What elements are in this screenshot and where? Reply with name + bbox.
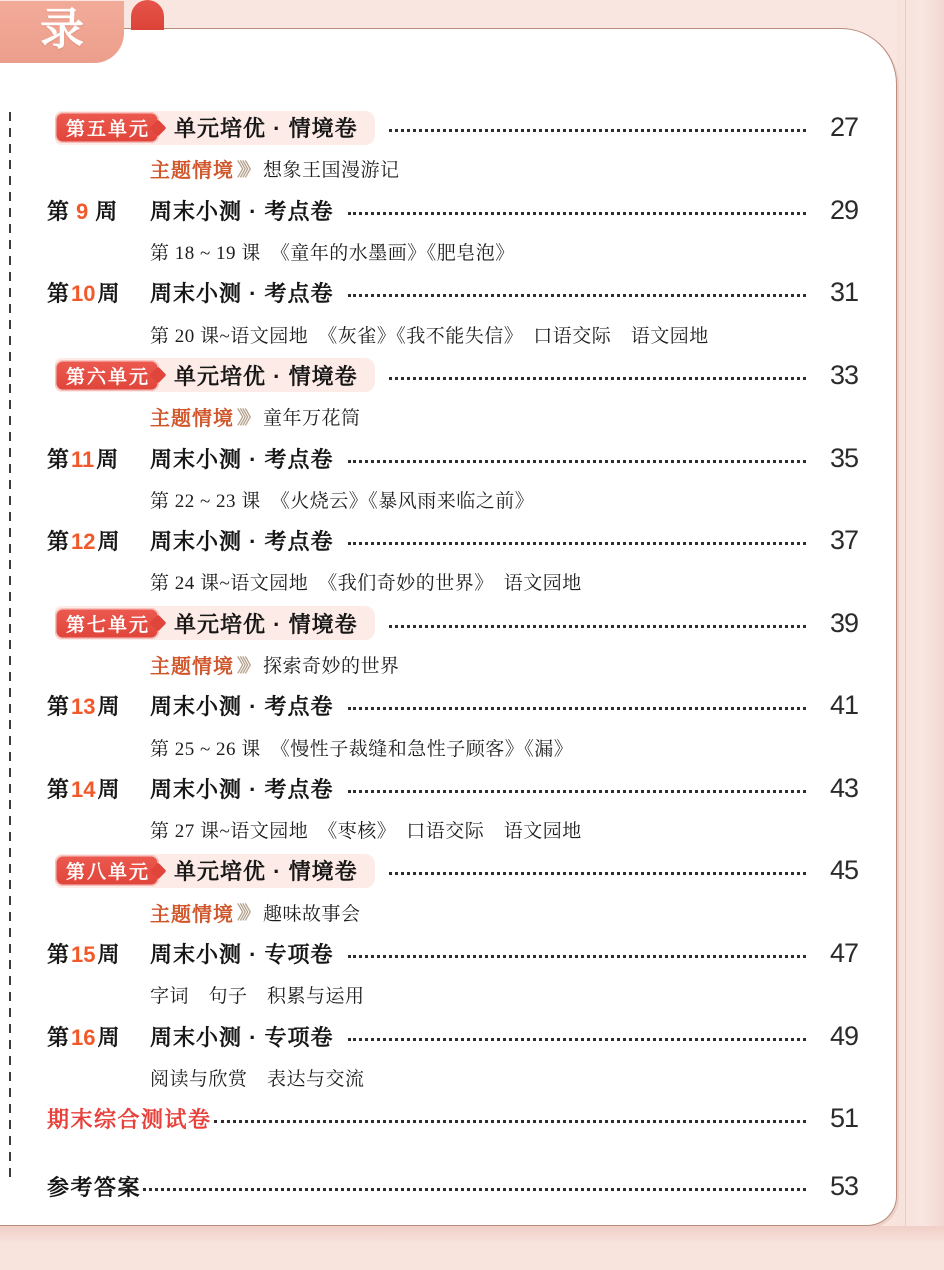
toc-row-sub [47,974,858,1015]
week-number: 13 [71,694,96,720]
toc-row-week [47,1016,858,1057]
toc-row-sub [47,313,858,354]
theme-label: 主题情境 [150,408,234,431]
entry-title: 周末小测 · 考点卷 [150,694,334,720]
dot-leader [214,1120,806,1123]
chevrons-icon: 》》 [237,159,256,180]
toc-row-sub [47,726,858,767]
page-number: 53 [829,1170,858,1201]
unit-badge: 第七单元 [55,608,159,639]
page-number: 29 [829,194,858,225]
unit-highlight [55,358,375,392]
page-bottom-band [0,1226,944,1270]
page-number: 51 [829,1103,858,1134]
dot-leader [348,542,806,545]
week-label: 第14周 [47,776,120,802]
dot-leader [389,129,806,132]
week-number: 15 [71,942,96,968]
toc-row-unit [47,107,858,148]
theme-text: 趣味故事会 [263,903,361,925]
lesson-range-text: 第 20 课~语文园地 《灰雀》《我不能失信》 口语交际 语文园地 [150,325,709,347]
entry-title: 单元培优 · 情境卷 [174,611,358,637]
toc-row-theme [47,892,858,933]
week-number: 14 [71,776,96,802]
toc-row-end [47,1098,858,1139]
page-right-edge [897,0,944,1270]
week-number: 9 [76,198,89,224]
toc-corner-tab [0,0,124,63]
unit-badge: 第六单元 [55,360,159,391]
page-number: 47 [829,938,858,969]
week-number: 11 [71,446,95,472]
page-number: 35 [829,442,858,473]
unit-badge: 第八单元 [55,855,159,886]
entry-title: 单元培优 · 情境卷 [174,116,358,142]
dot-leader [348,790,806,793]
dot-leader [348,460,806,463]
lesson-range-text: 字词 句子 积累与运用 [150,986,365,1008]
chevrons-icon: 》》 [237,655,256,676]
toc-row-sub [47,479,858,520]
page-number: 45 [829,855,858,886]
unit-highlight [55,111,375,145]
unit-highlight [55,854,375,888]
theme-text: 想象王国漫游记 [263,160,400,182]
week-label: 第 9 周 [47,198,118,224]
entry-title: 周末小测 · 考点卷 [150,529,334,555]
dot-leader [348,294,806,297]
toc-row-sub [47,1057,858,1098]
page-number: 37 [829,525,858,556]
entry-title: 周末小测 · 考点卷 [150,198,334,224]
entry-title: 单元培优 · 情境卷 [174,859,358,885]
dot-leader [143,1188,806,1191]
lesson-range-text: 第 24 课~语文园地 《我们奇妙的世界》 语文园地 [150,573,582,595]
week-label: 第15周 [47,942,120,968]
entry-title: 周末小测 · 专项卷 [150,1024,334,1050]
week-label: 第11周 [47,446,119,472]
dot-leader [348,212,806,215]
page-number: 27 [829,112,858,143]
week-label: 第16周 [47,1024,120,1050]
entry-title: 周末小测 · 考点卷 [150,446,334,472]
entry-title: 参考答案 [47,1174,142,1200]
dot-leader [389,377,806,380]
lesson-range-text: 第 27 课~语文园地 《枣核》 口语交际 语文园地 [150,821,582,843]
page-number: 49 [829,1020,858,1051]
page-number: 31 [829,277,858,308]
toc-row-unit [47,850,858,891]
dot-leader [348,707,806,710]
entry-title: 周末小测 · 专项卷 [150,942,334,968]
lesson-range-text: 第 18 ~ 19 课 《童年的水墨画》《肥皂泡》 [150,243,515,265]
toc-row-theme [47,396,858,437]
week-number: 12 [71,529,96,555]
lesson-range-text: 第 25 ~ 26 课 《慢性子裁缝和急性子顾客》《漏》 [150,738,574,760]
toc-row-week [47,190,858,231]
toc-row-week [47,272,858,313]
toc-list [0,28,897,1207]
toc-row-sub [47,809,858,850]
entry-title: 周末小测 · 考点卷 [150,776,334,802]
dot-leader [389,872,806,875]
toc-row-theme [47,644,858,685]
toc-tab-label: 录 [40,4,84,54]
dot-leader [389,625,806,628]
theme-label: 主题情境 [150,160,234,183]
entry-title: 单元培优 · 情境卷 [174,363,358,389]
chevrons-icon: 》》 [237,903,256,924]
page-number: 39 [829,607,858,638]
theme-text: 童年万花筒 [263,408,361,430]
week-label: 第10周 [47,281,120,307]
binding-dashed-line [9,112,11,1180]
red-bookmark-icon [131,0,164,30]
toc-row-week [47,437,858,478]
week-label: 第12周 [47,529,120,555]
unit-highlight [55,606,375,640]
toc-row-week [47,685,858,726]
unit-badge: 第五单元 [55,112,159,143]
chevrons-icon: 》》 [237,407,256,428]
week-label: 第13周 [47,694,120,720]
toc-row-unit [47,355,858,396]
week-number: 10 [71,281,96,307]
week-number: 16 [71,1024,96,1050]
toc-row-week [47,520,858,561]
page-number: 41 [829,690,858,721]
dot-leader [348,1038,806,1041]
toc-row-sub [47,231,858,272]
page-number: 33 [829,359,858,390]
entry-title: 期末综合测试卷 [47,1107,212,1133]
toc-row-week [47,933,858,974]
toc-row-sub [47,561,858,602]
theme-label: 主题情境 [150,903,234,926]
toc-row-week [47,768,858,809]
lesson-range-text: 第 22 ~ 23 课 《火烧云》《暴风雨来临之前》 [150,490,535,512]
toc-row-end [47,1165,858,1206]
dot-leader [348,955,806,958]
toc-row-theme [47,148,858,189]
toc-row-unit [47,603,858,644]
page-number: 43 [829,772,858,803]
theme-label: 主题情境 [150,656,234,678]
lesson-range-text: 阅读与欣赏 表达与交流 [150,1068,365,1090]
theme-text: 探索奇妙的世界 [263,656,400,677]
entry-title: 周末小测 · 考点卷 [150,281,334,307]
